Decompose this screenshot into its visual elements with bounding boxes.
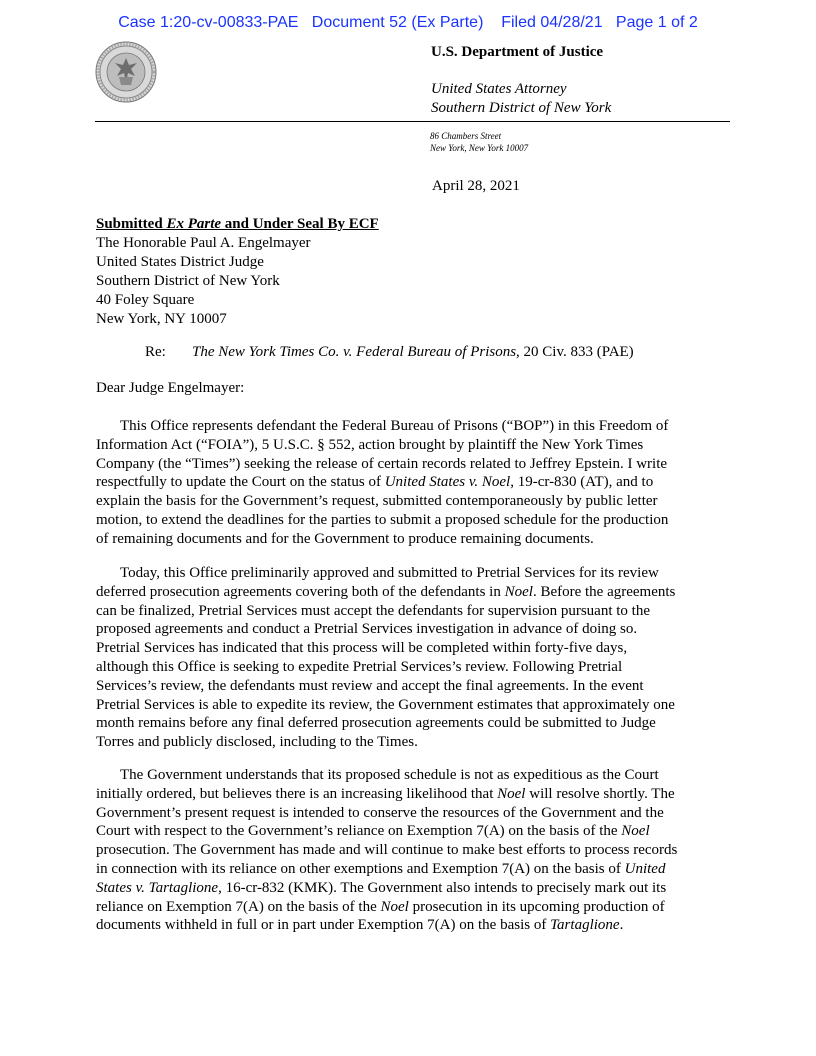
- text-line: [96, 879, 677, 898]
- ecf-filing-stamp: Case 1:20-cv-00833-PAE Document 52 (Ex Parte) Filed 04/28/21 Page 1 of 2: [118, 14, 698, 31]
- header-divider: [95, 121, 730, 122]
- text-line: Torres and publicly disclosed, including to the Times.: [96, 734, 418, 751]
- letter-date: April 28, 2021: [432, 178, 520, 194]
- recipient-line: Southern District of New York: [96, 273, 280, 289]
- case-citation: Noel: [504, 583, 533, 600]
- case-citation: Tartaglione: [550, 917, 620, 934]
- office-line: United States Attorney: [431, 81, 567, 97]
- text-line: [96, 860, 677, 879]
- submission-line: [96, 215, 379, 234]
- text-line: month remains before any final deferred prosecution agreements could be submitted to Judge: [96, 715, 656, 732]
- text-run: prosecution in its upcoming production of: [408, 898, 665, 915]
- address-line: 86 Chambers Street: [430, 131, 502, 141]
- text-line: proposed agreements and conduct a Pretrial Services investigation in advance of doing so.: [96, 621, 638, 638]
- doj-seal-icon: [95, 41, 157, 103]
- text-run: . Before the agreements: [532, 583, 676, 600]
- case-citation: States v. Tartaglione: [96, 879, 219, 896]
- text-run: initially ordered, but believes there is an increasing likelihood that: [96, 785, 498, 802]
- salutation: Dear Judge Engelmayer:: [96, 380, 245, 396]
- recipient-block: [96, 215, 379, 329]
- text-line: Pretrial Services has indicated that this process will be completed within forty-five days,: [96, 640, 628, 657]
- text-run: will resolve shortly. The: [525, 785, 675, 802]
- text-line: [96, 785, 677, 804]
- text-line: [96, 473, 668, 492]
- body-paragraph-2: [96, 564, 675, 752]
- text-run: , 19-cr-830 (AT), and to: [510, 474, 654, 491]
- text-run: Court with respect to the Government’s reliance on Exemption 7(A) on the basis of the: [96, 823, 622, 840]
- re-line: [145, 344, 634, 361]
- text-run: deferred prosecution agreements covering both of the defendants in: [96, 583, 505, 600]
- text-line: although this Office is seeking to expedite Pretrial Services’s review. Following Pretrial: [96, 658, 623, 675]
- text-line: Information Act (“FOIA”), 5 U.S.C. § 552, action brought by plaintiff the New York Times: [96, 436, 644, 453]
- text-line: [96, 898, 677, 917]
- recipient-line: The Honorable Paul A. Engelmayer: [96, 235, 311, 251]
- office-address: [430, 130, 528, 154]
- case-citation: Noel: [621, 823, 650, 840]
- text-line: explain the basis for the Government’s request, submitted contemporaneously by public letter: [96, 493, 658, 510]
- submission-post: and Under Seal By ECF: [221, 216, 379, 232]
- case-citation: United: [624, 860, 666, 877]
- text-run: respectfully to update the Court on the status of: [96, 474, 385, 491]
- re-label: Re:: [145, 344, 166, 360]
- recipient-line: New York, NY 10007: [96, 311, 227, 327]
- case-number: , 20 Civ. 833 (PAE): [516, 344, 634, 360]
- text-run: in connection with its reliance on other exemptions and Exemption 7(A) on the basis of: [96, 860, 625, 877]
- case-citation: Noel: [380, 898, 409, 915]
- department-name: U.S. Department of Justice: [431, 44, 604, 60]
- text-line: [96, 822, 677, 841]
- office-line: Southern District of New York: [431, 100, 612, 116]
- address-line: New York, New York 10007: [430, 143, 529, 153]
- text-run: reliance on Exemption 7(A) on the basis of the: [96, 898, 381, 915]
- recipient-line: 40 Foley Square: [96, 292, 195, 308]
- text-line: Today, this Office preliminarily approved and submitted to Pretrial Services for its review: [120, 565, 659, 581]
- text-line: of remaining documents and for the Government to produce remaining documents.: [96, 530, 594, 547]
- text-line: Services’s review, the defendants must review and accept the final agreements. In the event: [96, 677, 644, 694]
- case-citation: Noel: [497, 785, 526, 802]
- text-line: motion, to extend the deadlines for the parties to submit a proposed schedule for the production: [96, 511, 669, 528]
- text-line: can be finalized, Pretrial Services must accept the defendants for supervision pursuant to the: [96, 602, 650, 619]
- text-line: Pretrial Services is able to expedite its review, the Government estimates that approximately one: [96, 696, 675, 713]
- text-line: [96, 916, 677, 935]
- submission-ex-parte: Ex Parte: [166, 216, 222, 232]
- text-line: This Office represents defendant the Federal Bureau of Prisons (“BOP”) in this Freedom of: [120, 418, 669, 434]
- body-paragraph-3: [96, 766, 677, 935]
- office-name: [431, 80, 611, 118]
- body-paragraph-1: [96, 417, 668, 549]
- text-line: The Government understands that its proposed schedule is not as expeditious as the Court: [120, 767, 659, 783]
- submission-pre: Submitted: [96, 216, 167, 232]
- recipient-line: United States District Judge: [96, 254, 264, 270]
- text-line: prosecution. The Government has made and will continue to make best efforts to process records: [96, 842, 678, 859]
- case-title: The New York Times Co. v. Federal Bureau of Prisons: [192, 344, 517, 360]
- text-line: Government’s present request is intended to conserve the resources of the Government and the: [96, 804, 664, 821]
- text-run: .: [619, 917, 624, 934]
- text-run: documents withheld in full or in part under Exemption 7(A) on the basis of: [96, 917, 551, 934]
- text-line: Company (the “Times”) seeking the release of certain records related to Jeffrey Epstein. I write: [96, 455, 668, 472]
- text-run: , 16-cr-832 (KMK). The Government also intends to precisely mark out its: [218, 879, 667, 896]
- text-line: [96, 583, 675, 602]
- case-citation: United States v. Noel: [384, 474, 511, 491]
